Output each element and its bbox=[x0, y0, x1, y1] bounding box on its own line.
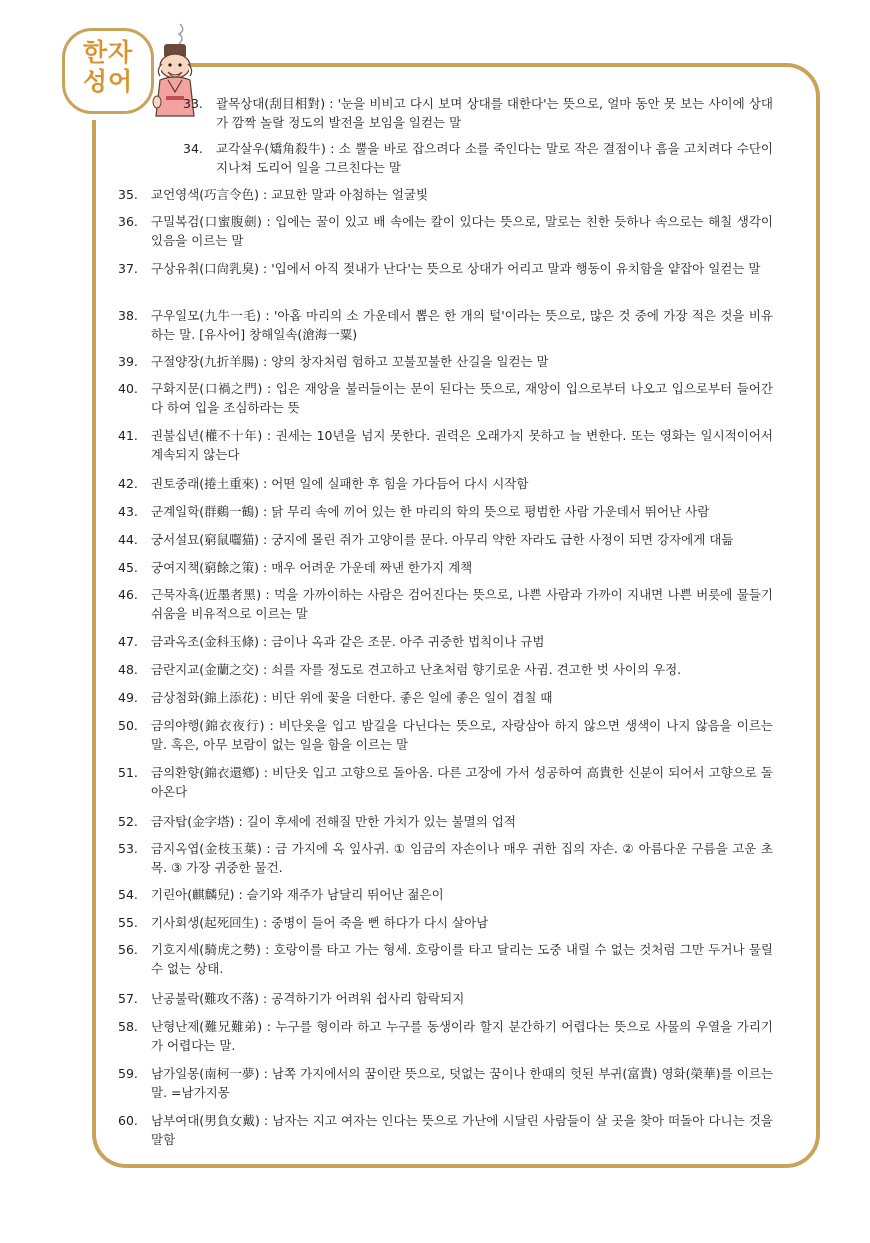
entry-number: 52. bbox=[118, 814, 138, 829]
idiom-term: 남부여대(男負女戴) bbox=[151, 1113, 260, 1128]
idiom-definition: : 공격하기가 어려워 쉽사리 함락되지 bbox=[259, 991, 465, 1006]
entry-body bbox=[151, 426, 773, 464]
idiom-definition: : 누구를 형이라 하고 누구를 동생이라 할지 분간하기 어렵다는 뜻으로 사물의 우열을 가리기가 어렵다는 말. bbox=[151, 1019, 773, 1053]
badge-line-2: 성어 bbox=[82, 67, 134, 96]
idiom-definition: : 입은 재앙을 불러들이는 문이 된다는 뜻으로, 재앙이 입으로부터 나오고 입으로부터 들어간다 하여 입을 조심하라는 뜻 bbox=[151, 381, 773, 415]
idiom-term: 금상첨화(錦上添花) bbox=[151, 690, 260, 705]
entry-body bbox=[151, 812, 773, 831]
entry-number: 38. bbox=[118, 308, 138, 323]
idiom-definition: : 슬기와 재주가 남달리 뛰어난 젊은이 bbox=[234, 887, 444, 902]
entry-number: 33. bbox=[183, 96, 203, 111]
entry-body bbox=[151, 940, 773, 978]
idiom-definition: : 어떤 일에 실패한 후 힘을 가다듬어 다시 시작함 bbox=[259, 476, 529, 491]
idiom-term: 근묵자흑(近墨者黑) bbox=[151, 587, 262, 602]
entry-body bbox=[151, 716, 773, 754]
entry-body bbox=[216, 94, 773, 132]
entry-number: 49. bbox=[118, 690, 138, 705]
entry-body bbox=[151, 185, 773, 204]
entry-number: 50. bbox=[118, 718, 138, 733]
idiom-definition: : '아홉 마리의 소 가운데서 뽑은 한 개의 털'이라는 뜻으로, 많은 것 중에 가장 적은 것을 비유하는 말. [유사어] 창해일속(滄海一粟) bbox=[151, 308, 774, 342]
idiom-term: 구상유취(口尙乳臭) bbox=[151, 261, 260, 276]
entry-body bbox=[151, 474, 773, 493]
entry-body bbox=[151, 688, 773, 707]
entry-body bbox=[151, 502, 773, 521]
idiom-term: 기사회생(起死回生) bbox=[151, 915, 260, 930]
idiom-term: 괄목상대(刮目相對) bbox=[216, 96, 326, 111]
entry-body bbox=[151, 585, 773, 623]
entry-number: 34. bbox=[183, 141, 203, 156]
entry-body bbox=[151, 212, 773, 250]
idiom-term: 금과옥조(金科玉條) bbox=[151, 634, 260, 649]
entry-body bbox=[151, 763, 773, 801]
entry-body bbox=[151, 1111, 773, 1149]
idiom-definition: : 길이 후세에 전해질 만한 가치가 있는 불멸의 업적 bbox=[234, 814, 516, 829]
entry-number: 40. bbox=[118, 381, 138, 396]
idiom-term: 금지옥엽(金枝玉葉) bbox=[151, 841, 262, 856]
idiom-definition: : '눈을 비비고 다시 보며 상대를 대한다'는 뜻으로, 얼마 동안 못 보는 사이에 상대가 깜짝 놀랄 정도의 발전을 보임을 일컫는 말 bbox=[216, 96, 773, 130]
idiom-term: 구밀복검(口蜜腹劍) bbox=[151, 214, 262, 229]
entry-number: 57. bbox=[118, 991, 138, 1006]
entry-body bbox=[151, 558, 773, 577]
entry-number: 56. bbox=[118, 942, 138, 957]
idiom-definition: : 양의 창자처럼 험하고 꼬불꼬불한 산길을 일컫는 말 bbox=[259, 354, 549, 369]
idiom-term: 교언영색(巧言令色) bbox=[151, 187, 260, 202]
entry-number: 36. bbox=[118, 214, 138, 229]
idiom-definition: : 금이나 옥과 같은 조문. 아주 귀중한 법칙이나 규범 bbox=[259, 634, 545, 649]
entry-number: 41. bbox=[118, 428, 138, 443]
entry-number: 35. bbox=[118, 187, 138, 202]
idiom-term: 기린아(麒麟兒) bbox=[151, 887, 235, 902]
entry-body bbox=[151, 259, 773, 278]
idiom-term: 구우일모(九牛一毛) bbox=[151, 308, 262, 323]
idiom-definition: : 입에는 꿀이 있고 배 속에는 칼이 있다는 뜻으로, 말로는 친한 듯하나 속으로는 해칠 생각이 있음을 이르는 말 bbox=[151, 214, 773, 248]
entry-number: 48. bbox=[118, 662, 138, 677]
idiom-definition: : 호랑이를 타고 가는 형세. 호랑이를 타고 달리는 도중 내릴 수 없는 것처럼 그만 두거나 물릴 수 없는 상태. bbox=[151, 942, 773, 976]
entry-body bbox=[151, 306, 773, 344]
entry-number: 47. bbox=[118, 634, 138, 649]
idiom-definition: : 쇠를 자를 정도로 견고하고 난초처럼 향기로운 사귐. 견고한 벗 사이의 우정. bbox=[259, 662, 682, 677]
idiom-term: 권불십년(權不十年) bbox=[151, 428, 263, 443]
idiom-definition: : 매우 어려운 가운데 짜낸 한가지 계책 bbox=[259, 560, 473, 575]
idiom-definition: : 중병이 들어 죽을 뻔 하다가 다시 살아남 bbox=[259, 915, 489, 930]
idiom-definition: : 비단옷 입고 고향으로 돌아옴. 다른 고장에 가서 성공하여 高貴한 신분이 되어서 고향으로 돌아온다 bbox=[151, 765, 773, 799]
entry-number: 37. bbox=[118, 261, 138, 276]
entry-body bbox=[151, 352, 773, 371]
idiom-term: 금의야행(錦衣夜行) bbox=[151, 718, 265, 733]
idiom-definition: : 궁지에 몰린 쥐가 고양이를 문다. 아무리 약한 자라도 급한 사정이 되면 강자에게 대듦 bbox=[259, 532, 734, 547]
idiom-definition: : 닭 무리 속에 끼어 있는 한 마리의 학의 뜻으로 평범한 사람 가운데서 뛰어난 사람 bbox=[259, 504, 710, 519]
idiom-term: 난형난제(難兄難弟) bbox=[151, 1019, 263, 1034]
idiom-term: 권토중래(捲土重來) bbox=[151, 476, 260, 491]
entry-number: 53. bbox=[118, 841, 138, 856]
idiom-term: 기호지세(騎虎之勢) bbox=[151, 942, 261, 957]
entry-number: 45. bbox=[118, 560, 138, 575]
idiom-definition: : 남쪽 가지에서의 꿈이란 뜻으로, 덧없는 꿈이나 한때의 헛된 부귀(富貴) 영화(榮華)를 이르는 말. =남가지몽 bbox=[151, 1066, 773, 1100]
idiom-term: 금의환향(錦衣還鄕) bbox=[151, 765, 260, 780]
idiom-definition: : 소 뿔을 바로 잡으려다 소를 죽인다는 말로 작은 결점이나 흠을 고치려다 수단이 지나쳐 도리어 일을 그르친다는 말 bbox=[216, 141, 773, 175]
entry-body bbox=[151, 989, 773, 1008]
entry-body bbox=[151, 1064, 773, 1102]
entry-number: 42. bbox=[118, 476, 138, 491]
entry-body bbox=[216, 139, 773, 177]
idiom-definition: : 남자는 지고 여자는 인다는 뜻으로 가난에 시달린 사람들이 살 곳을 찾아 떠돌아 다니는 것을 말함 bbox=[151, 1113, 773, 1147]
idiom-definition: : 권세는 10년을 넘지 못한다. 권력은 오래가지 못하고 늘 변한다. 또는 영화는 일시적이어서 계속되지 않는다 bbox=[151, 428, 773, 462]
entry-number: 55. bbox=[118, 915, 138, 930]
idiom-term: 구절양장(九折羊腸) bbox=[151, 354, 260, 369]
idiom-term: 군계일학(群鷄一鶴) bbox=[151, 504, 260, 519]
entry-number: 59. bbox=[118, 1066, 138, 1081]
idiom-definition: : 교묘한 말과 아첨하는 얼굴빛 bbox=[259, 187, 429, 202]
idiom-term: 금자탑(金字塔) bbox=[151, 814, 235, 829]
entry-number: 58. bbox=[118, 1019, 138, 1034]
entry-body bbox=[151, 379, 773, 417]
entry-body bbox=[151, 530, 773, 549]
entry-number: 44. bbox=[118, 532, 138, 547]
entry-number: 54. bbox=[118, 887, 138, 902]
entry-body bbox=[151, 913, 773, 932]
idiom-definition: : '입에서 아직 젖내가 난다'는 뜻으로 상대가 어리고 말과 행동이 유치함을 얕잡아 일컫는 말 bbox=[259, 261, 761, 276]
idiom-term: 궁서설묘(窮鼠囓猫) bbox=[151, 532, 260, 547]
idiom-term: 교각살우(矯角殺牛) bbox=[216, 141, 326, 156]
idiom-definition: : 비단 위에 꽃을 더한다. 좋은 일에 좋은 일이 겹칠 때 bbox=[259, 690, 553, 705]
entry-number: 39. bbox=[118, 354, 138, 369]
entry-number: 46. bbox=[118, 587, 138, 602]
idiom-term: 금란지교(金蘭之交) bbox=[151, 662, 260, 677]
idiom-term: 궁여지책(窮餘之策) bbox=[151, 560, 260, 575]
idiom-definition: : 금 가지에 옥 잎사귀. ① 임금의 자손이나 매우 귀한 집의 자손. ② 아름다운 구름을 고운 초목. ③ 가장 귀중한 물건. bbox=[151, 841, 773, 875]
entry-body bbox=[151, 660, 773, 679]
badge-line-1: 한자 bbox=[82, 38, 134, 67]
idiom-definition: : 먹을 가까이하는 사람은 검어진다는 뜻으로, 나쁜 사람과 가까이 지내면 나쁜 버릇에 물들기 쉬움을 비유적으로 이르는 말 bbox=[151, 587, 773, 621]
entry-number: 60. bbox=[118, 1113, 138, 1128]
entry-number: 43. bbox=[118, 504, 138, 519]
idiom-term: 구화지문(口禍之門) bbox=[151, 381, 263, 396]
idiom-term: 남가일몽(南柯一夢) bbox=[151, 1066, 260, 1081]
entry-number: 51. bbox=[118, 765, 138, 780]
entry-body bbox=[151, 632, 773, 651]
entry-body bbox=[151, 839, 773, 877]
entry-body bbox=[151, 1017, 773, 1055]
idiom-term: 난공불락(難攻不落) bbox=[151, 991, 260, 1006]
entry-body bbox=[151, 885, 773, 904]
idiom-definition: : 비단옷을 입고 밤길을 다닌다는 뜻으로, 자랑삼아 하지 않으면 생색이 나지 않음을 이르는 말. 혹은, 아무 보람이 없는 일을 함을 이르는 말 bbox=[151, 718, 773, 752]
